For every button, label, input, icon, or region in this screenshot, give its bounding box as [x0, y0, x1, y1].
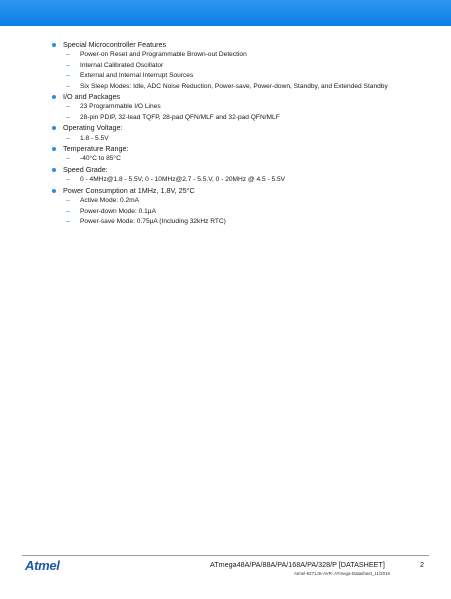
sub-item-text: Power-save Mode: 0.75µA (Including 32kHz RTC): [80, 217, 226, 225]
atmel-logo: Atmel: [25, 558, 60, 573]
bullet-icon: [52, 126, 56, 130]
sub-item: [52, 217, 432, 227]
sub-list: [52, 134, 432, 144]
document-reference: Atmel-8271JS-AVR- ATmega-Datasheet_11/2015: [294, 571, 390, 576]
dash-icon: –: [66, 61, 70, 69]
sub-item-text: Active Mode: 0.2mA: [80, 197, 140, 205]
sub-item: [52, 113, 432, 123]
feature-label: Power Consumption at 1MHz, 1.8V, 25°C: [63, 185, 195, 195]
footer-divider: [22, 555, 429, 556]
sub-list: [52, 175, 432, 185]
dash-icon: –: [66, 207, 70, 215]
sub-item: [52, 154, 432, 164]
sub-list: [52, 196, 432, 227]
bullet-icon: [52, 147, 56, 151]
sub-item-text: Internal Calibrated Oscillator: [80, 61, 164, 69]
dash-icon: –: [66, 176, 70, 184]
sub-item-text: External and Internal Interrupt Sources: [80, 72, 194, 80]
feature-label: Temperature Range:: [63, 144, 129, 154]
dash-icon: –: [66, 82, 70, 90]
bullet-icon: [52, 43, 56, 47]
sub-item: [52, 82, 432, 92]
feature-group-temperature: [52, 144, 432, 165]
bullet-icon: [52, 95, 56, 99]
feature-heading: [52, 40, 432, 50]
sub-item-text: Power-down Mode: 0.1µA: [80, 207, 157, 215]
dash-icon: –: [66, 197, 70, 205]
feature-heading: [52, 144, 432, 154]
feature-heading: [52, 92, 432, 102]
sub-item: [52, 102, 432, 112]
sub-item: [52, 61, 432, 71]
sub-item-text: 23 Programmable I/O Lines: [80, 103, 161, 111]
feature-heading: [52, 186, 432, 196]
dash-icon: –: [66, 217, 70, 225]
sub-item: [52, 207, 432, 217]
sub-item: [52, 196, 432, 206]
sub-item-text: -40°C to 85°C: [80, 155, 121, 163]
sub-item: [52, 71, 432, 81]
feature-group-power: [52, 186, 432, 228]
sub-item: [52, 134, 432, 144]
feature-group-voltage: [52, 123, 432, 144]
sub-list: [52, 154, 432, 164]
feature-label: I/O and Packages: [63, 92, 121, 102]
document-title: ATmega48A/PA/88A/PA/168A/PA/328/P [DATASHEET]: [210, 560, 385, 569]
dash-icon: –: [66, 103, 70, 111]
dash-icon: –: [66, 155, 70, 163]
bullet-icon: [52, 189, 56, 193]
bullet-icon: [52, 168, 56, 172]
sub-list: [52, 102, 432, 123]
feature-heading: [52, 123, 432, 133]
sub-item-text: Six Sleep Modes: Idle, ADC Noise Reduction, Power-save, Power-down, Standby, and Extended Standby: [80, 82, 388, 90]
dash-icon: –: [66, 72, 70, 80]
sub-list: [52, 50, 432, 92]
sub-item: [52, 175, 432, 185]
feature-list: [52, 40, 432, 227]
header-bar: [0, 0, 451, 26]
feature-group-io: [52, 92, 432, 123]
page-number: 2: [420, 560, 424, 569]
sub-item-text: 28-pin PDIP, 32-lead TQFP, 28-pad QFN/MLF and 32-pad QFN/MLF: [80, 113, 280, 121]
feature-label: Special Microcontroller Features: [63, 40, 167, 49]
sub-item-text: Power-on Reset and Programmable Brown-out Detection: [80, 51, 247, 59]
dash-icon: –: [66, 51, 70, 59]
dash-icon: –: [66, 134, 70, 142]
feature-group-microcontroller: [52, 40, 432, 92]
sub-item: [52, 50, 432, 60]
feature-label: Operating Voltage:: [63, 123, 123, 133]
dash-icon: –: [66, 113, 70, 121]
feature-label: Speed Grade:: [63, 164, 108, 174]
sub-item-text: 1.8 - 5.5V: [80, 134, 109, 142]
feature-heading: [52, 165, 432, 175]
feature-group-speed: [52, 165, 432, 186]
sub-item-text: 0 - 4MHz@1.8 - 5.5V, 0 - 10MHz@2.7 - 5.5.V, 0 - 20MHz @ 4.5 - 5.5V: [80, 176, 286, 184]
